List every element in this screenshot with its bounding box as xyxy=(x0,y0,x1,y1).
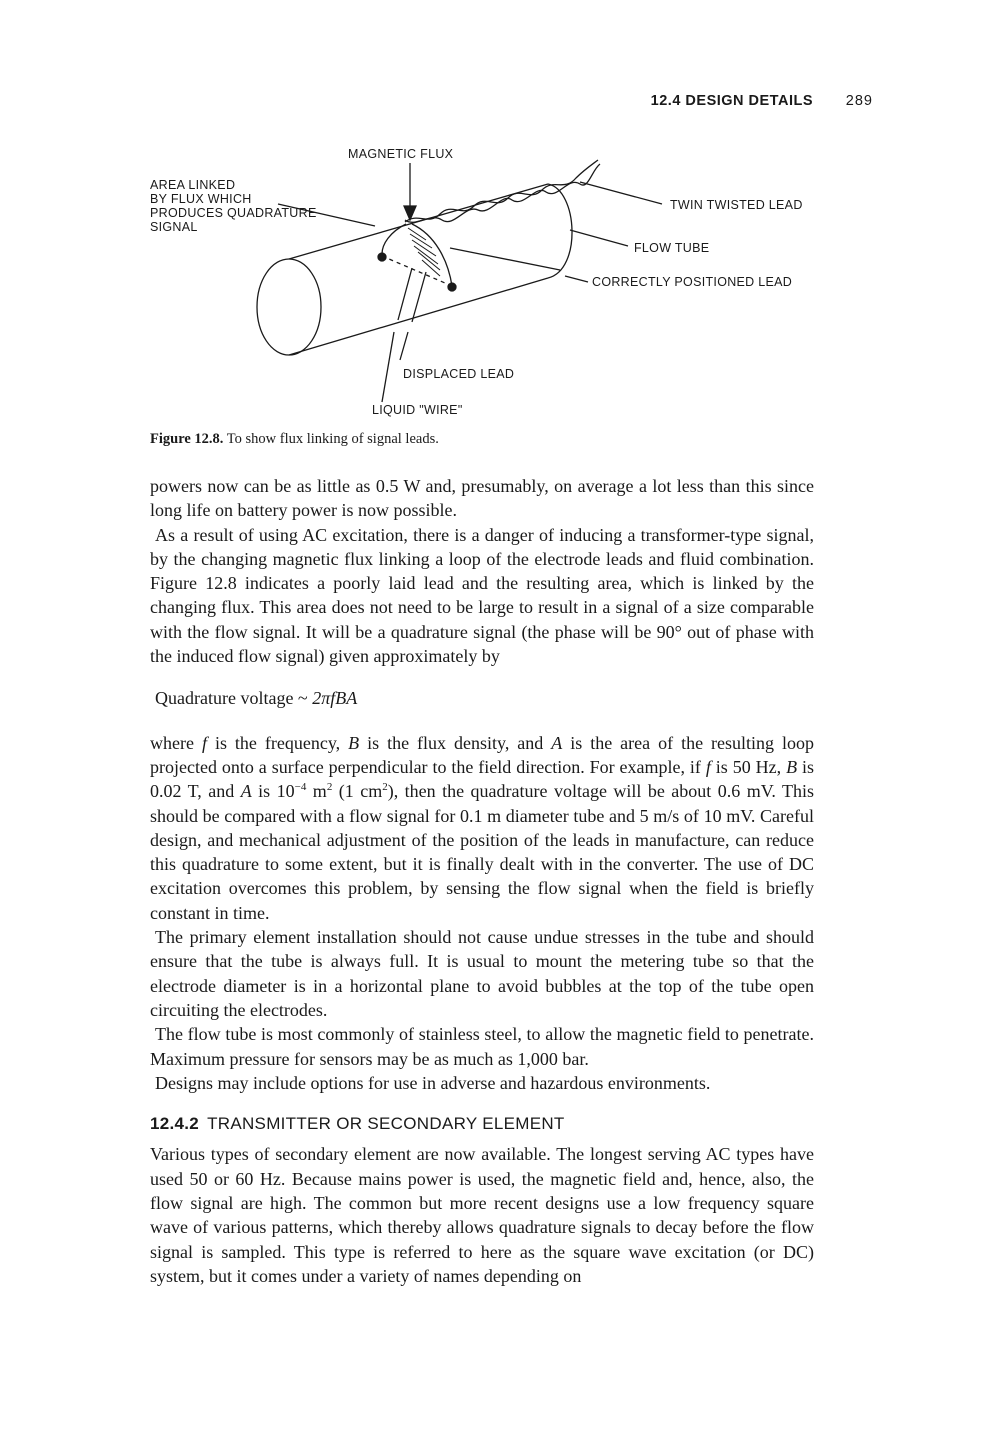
section-number: 12.4.2 xyxy=(150,1114,200,1134)
p3-h: is 10 xyxy=(251,781,295,802)
p3-j: (1 cm xyxy=(332,781,383,802)
running-header-section: 12.4 DESIGN DETAILS xyxy=(650,93,813,109)
tube-far-end xyxy=(548,184,572,278)
p3-c: is the flux density, and xyxy=(359,732,552,753)
p3-exp2: 2 xyxy=(326,781,333,794)
label-correctly-positioned-lead: CORRECTLY POSITIONED LEAD xyxy=(592,275,793,289)
p3-B1: B xyxy=(348,732,360,753)
electrode-near xyxy=(378,253,386,261)
label-liquid-wire: LIQUID "WIRE" xyxy=(372,403,463,417)
electrode-far xyxy=(448,283,456,291)
leader-twin xyxy=(580,182,662,204)
p3-f2: f xyxy=(705,756,711,777)
p3-k: ), then the quadrature voltage will be about 0.6 mV. This should be compared with a flow signal for 0.1 m diameter tube and 5 m/s of 10 mV. Careful design, and mechanical adjustment of the position of the leads in manufacture, can reduce this quadrature to some extent, but it is finally dealt with in the converter. The use of DC excitation overcomes this problem, by sensing the flow signal when the field is briefly constant in time. xyxy=(150,781,815,923)
p3-exp1: −4 xyxy=(294,781,307,794)
paragraph-5: The flow tube is most commonly of stainless steel, to allow the magnetic field to penetrate. Maximum pressure for sensors may be as much as 1,000 bar. xyxy=(150,1024,814,1069)
figure-caption xyxy=(150,431,439,448)
equation-expression: 2πfBA xyxy=(312,688,358,709)
p3-A1: A xyxy=(551,732,563,753)
p3-A2: A xyxy=(240,781,252,802)
figure-12-8 xyxy=(150,140,840,425)
equation xyxy=(155,686,814,710)
p3-f1: f xyxy=(201,732,207,753)
caption-number: Figure 12.8. xyxy=(150,431,224,447)
label-twin-twisted-lead: TWIN TWISTED LEAD xyxy=(670,198,803,212)
leader-correct xyxy=(565,276,588,282)
label-area-1: AREA LINKED xyxy=(150,178,236,192)
label-area-3: PRODUCES QUADRATURE xyxy=(150,206,317,220)
label-magnetic-flux: MAGNETIC FLUX xyxy=(348,147,454,161)
tube-bottom-line xyxy=(289,278,548,355)
paragraph-7: Various types of secondary element are now available. The longest serving AC types have used 50 or 60 Hz. Because mains power is used, the magnetic field and, hence, also, the flow signal are high. The common but more recent designs use a low frequency square wave of various patterns, which thereby allows quadrature signals to decay before the flow signal is sampled. This type is referred to here as the square wave excitation (or DC) system, but it comes under a variety of names depending on xyxy=(150,1144,814,1286)
label-area-4: SIGNAL xyxy=(150,220,198,234)
label-displaced-lead: DISPLACED LEAD xyxy=(403,367,515,381)
body-text xyxy=(150,474,814,1288)
leader-liquid xyxy=(382,332,394,402)
correct-lead xyxy=(412,224,452,286)
paragraph-4: The primary element installation should not cause undue stresses in the tube and should ensure that the tube is always full. It is usual to mount the metering tube so that the electrode diameter is in a horizontal plane to avoid bubbles at the top of the tube open circuiting the electrodes. xyxy=(150,927,814,1020)
liquid-path xyxy=(382,256,452,286)
p3-exp3: 2 xyxy=(382,781,388,794)
p3-B2: B xyxy=(786,756,798,777)
section-heading xyxy=(150,1112,814,1136)
leader-flow-tube xyxy=(570,230,628,246)
equation-label: Quadrature voltage ~ xyxy=(155,688,313,709)
p3-i: m xyxy=(306,781,327,802)
p3-a: where xyxy=(150,732,202,753)
p3-e: is 50 Hz, xyxy=(710,756,787,777)
running-header xyxy=(0,93,1008,113)
tube-end-ellipse xyxy=(257,259,321,355)
section-title: TRANSMITTER OR SECONDARY ELEMENT xyxy=(207,1114,565,1134)
paragraph-3 xyxy=(150,731,814,925)
twisted-lead-a xyxy=(405,160,598,222)
p3-d: is the area of the resulting loop projected onto a surface perpendicular to the field direction. For example, if xyxy=(150,732,815,777)
paragraph-1: powers now can be as little as 0.5 W and, presumably, on average a lot less than this since long life on battery power is now possible. xyxy=(150,476,814,521)
paragraph-6: Designs may include options for use in adverse and hazardous environments. xyxy=(155,1072,711,1093)
label-area-2: BY FLUX WHICH xyxy=(150,192,252,206)
paragraph-2: As a result of using AC excitation, there is a danger of inducing a transformer-type signal, by the changing magnetic flux linking a loop of the electrode leads and fluid combination. Figure 12.8 indicates a poorly laid lead and the resulting area, which is linked by the changing flux. This area does not need to be large to result in a signal of a size comparable with the flow signal. It will be a quadrature signal (the phase will be 90° out of phase with the induced flow signal) given approximately by xyxy=(150,524,814,667)
liquid-wire-line-1 xyxy=(398,268,412,320)
caption-text: To show flux linking of signal leads. xyxy=(223,431,439,447)
label-flow-tube: FLOW TUBE xyxy=(634,241,710,255)
leader-tube-inner xyxy=(450,248,560,270)
p3-b: is the frequency, xyxy=(206,732,349,753)
page-number: 289 xyxy=(845,93,873,109)
p3-g: is 0.02 T, and xyxy=(150,756,814,802)
leader-displaced xyxy=(400,332,408,360)
twisted-lead-b xyxy=(405,164,600,222)
